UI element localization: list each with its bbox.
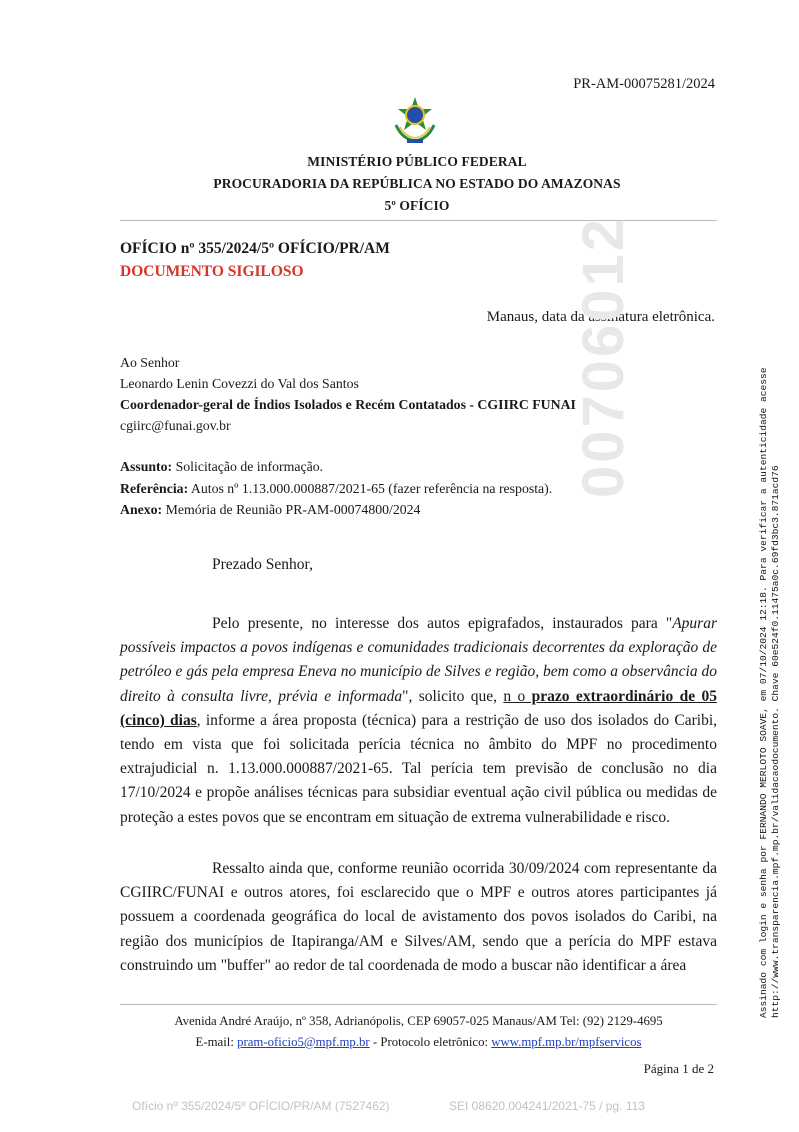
signature-stamp — [758, 278, 782, 1018]
p1-part3: , informe a área proposta (técnica) para a restrição de uso dos isolados do Caribi, tendo em vista que foi solicitada perícia técnica no âmbito do MPF no procedimento extrajudicial n. 1.13.000.000887/2021-65. Tal perícia tem previsão de conclusão no dia 17/10/2024 e propõe análises técnicas para subsidiar eventual ação civil pública ou medidas de proteção a estes povos que se encontram em situação de extrema vulnerabilidade e risco. — [120, 711, 718, 826]
signature-stamp-line2: http://www.transparencia.mpf.mp.br/validacaodocumento. Chave 60e524f0.11475a0c.69fd3bc3.871acd76 — [770, 465, 781, 1018]
page-number: Página 1 de 2 — [643, 1061, 714, 1076]
coat-of-arms-icon — [392, 95, 438, 145]
header-procuradoria: PROCURADORIA DA REPÚBLICA NO ESTADO DO AMAZONAS — [213, 176, 621, 191]
sei-document-ref: Ofício nº 355/2024/5º OFÍCIO/PR/AM (7527462) — [132, 1099, 390, 1113]
classification-label: DOCUMENTO SIGILOSO — [120, 263, 304, 280]
footer-contact — [120, 1035, 717, 1050]
greeting: Prezado Senhor, — [212, 556, 313, 573]
recipient-to: Ao Senhor — [120, 355, 180, 370]
subject-line — [120, 459, 323, 475]
subject-value: Solicitação de informação. — [172, 459, 324, 474]
header-oficio: 5º OFÍCIO — [384, 198, 450, 213]
watermark-number: 00706012 — [571, 215, 636, 498]
footer-email-link[interactable]: pram-oficio5@mpf.mp.br — [237, 1035, 370, 1049]
subject-label: Assunto: — [120, 459, 173, 474]
footer-protocol-link[interactable]: www.mpf.mp.br/mpfservicos — [491, 1035, 642, 1049]
recipient-name: Leonardo Lenin Covezzi do Val dos Santos — [120, 376, 359, 391]
reference-value: Autos nº 1.13.000.000887/2021-65 (fazer referência na resposta). — [188, 481, 553, 496]
sei-process-ref: SEI 08620.004241/2021-75 / pg. 113 — [449, 1099, 645, 1113]
place-date: Manaus, data da assinatura eletrônica. — [486, 309, 715, 325]
footer-divider — [120, 1004, 717, 1005]
body-paragraph-2: Ressalto ainda que, conforme reunião ocorrida 30/09/2024 com representante da CGIIRC/FUNAI e outros atores, foi esclarecido que o MPF e outros atores participantes já possuem a coordenada geográfica do local de avistamento dos povos isolados do Caribi, na região dos municípios de Itapiranga/AM e Silves/AM, sendo que a perícia do MPF estava construindo um "buffer" ao redor de tal coordenada de modo a buscar não identificar a área — [120, 860, 717, 974]
header-ministry: MINISTÉRIO PÚBLICO FEDERAL — [307, 154, 527, 169]
document-number: PR-AM-00075281/2024 — [573, 76, 715, 92]
p1-deadline: prazo extraordinário de 05 (cinco) dias — [120, 687, 717, 729]
recipient-email: cgiirc@funai.gov.br — [120, 418, 231, 433]
footer-email-label: E-mail: — [195, 1035, 238, 1049]
oficio-title: OFÍCIO nº 355/2024/5º OFÍCIO/PR/AM — [120, 240, 390, 257]
footer-address: Avenida André Araújo, nº 358, Adrianópolis, CEP 69057-025 Manaus/AM Tel: (92) 2129-4695 — [174, 1014, 663, 1028]
p1-part2: ", solicito que, — [402, 687, 504, 705]
reference-line — [120, 481, 552, 497]
recipient-role — [120, 394, 576, 415]
footer-protocol-label: - Protocolo eletrônico: — [369, 1035, 492, 1049]
attachment-label: Anexo: — [120, 502, 163, 517]
p1-italic: Apurar possíveis impactos a povos indígenas e comunidades tradicionais decorrentes da exploração de petróleo e gás pela empresa Eneva no município de Silves e região, bem como a observância do direito à consulta livre, prévia e informada — [120, 615, 717, 705]
attachment-value: Memória de Reunião PR-AM-00074800/2024 — [162, 502, 421, 517]
p1-underlined: n o — [503, 687, 526, 705]
attachment-line — [120, 502, 420, 518]
signature-stamp-line1: Assinado com login e senha por FERNANDO MERLOTO SOAVE, em 07/10/2024 12:18. Para verificar a autenticidade acesse — [758, 367, 769, 1018]
body-paragraph-1 — [120, 612, 717, 830]
p1-part1: Pelo presente, no interesse dos autos epigrafados, instaurados para " — [212, 615, 673, 632]
recipient-role-text: Coordenador-geral de Índios Isolados e Recém Contatados - CGIIRC FUNAI — [120, 397, 576, 412]
reference-label: Referência: — [120, 481, 189, 496]
